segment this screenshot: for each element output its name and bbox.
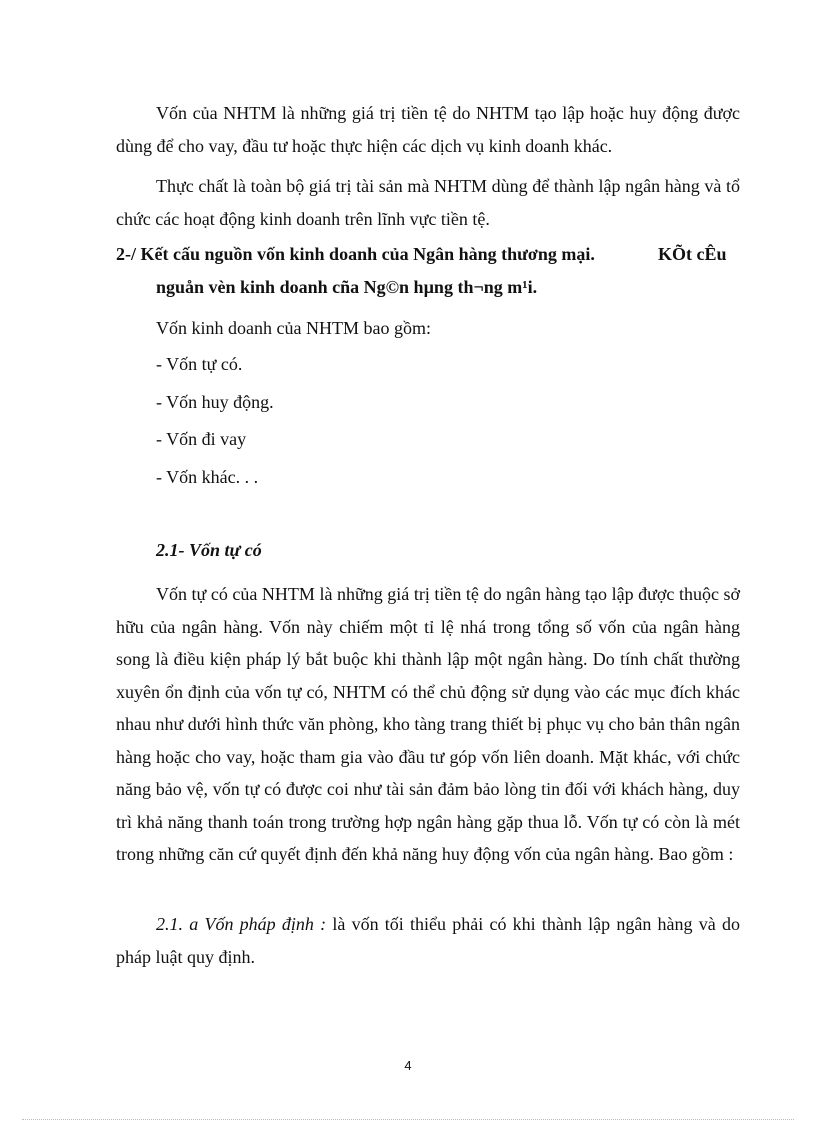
heading-garbled-fragment: KÕt cÊu: [658, 244, 727, 264]
heading-title: Kết cấu nguồn vốn kinh doanh của Ngân hàng thương mại.: [140, 244, 595, 264]
page-number: 4: [404, 1058, 412, 1073]
list-item: - Vốn huy động.: [156, 392, 274, 412]
list-item: - Vốn tự có.: [156, 354, 243, 374]
section-heading-2: [116, 244, 595, 265]
heading-garbled-line: nguån vèn kinh doanh cña Ng©n hµng th¬ng m¹i.: [156, 277, 538, 297]
paragraph-capital-essence: Thực chất là toàn bộ giá trị tài sản mà NHTM dùng để thành lập ngân hàng và tổ chức các hoạt động kinh doanh trên lĩnh vực tiền tệ.: [116, 176, 740, 229]
paragraph-capital-definition: Vốn của NHTM là những giá trị tiền tệ do NHTM tạo lập hoặc huy động được dùng để cho vay, đầu tư hoặc thực hiện các dịch vụ kinh doanh khác.: [116, 103, 740, 156]
paragraph-legal-capital: [116, 908, 740, 973]
heading-number: 2-/: [116, 244, 136, 264]
list-intro: Vốn kinh doanh của NHTM bao gồm:: [156, 318, 431, 338]
section-heading-2-1: 2.1- Vốn tự có: [156, 540, 262, 560]
page-bottom-border: [22, 1119, 794, 1120]
subsection-label: 2.1. a Vốn pháp định :: [156, 914, 327, 934]
list-item: - Vốn đi vay: [156, 429, 247, 449]
subsection-text: là vốn tối thiểu phải có khi thành lập ngân hàng và do pháp luật quy định.: [116, 914, 740, 967]
paragraph-own-capital: Vốn tự có của NHTM là những giá trị tiền tệ do ngân hàng tạo lập được thuộc sở hữu của ngân hàng. Vốn này chiếm một tỉ lệ nhá trong tổng số vốn của ngân hàng song là điều kiện pháp lý bắt buộc khi thành lập một ngân hàng. Do tính chất thường xuyên ổn định của vốn tự có, NHTM có thể chủ động sử dụng vào các mục đích khác nhau như dưới hình thức văn phòng, kho tàng trang thiết bị phục vụ cho bản thân ngân hàng hoặc cho vay, hoặc tham gia vào đầu tư góp vốn liên doanh. Mặt khác, với chức năng bảo vệ, vốn tự có được coi như tài sản đảm bảo lòng tin đối với khách hàng, duy trì khả năng thanh toán trong trường hợp ngân hàng gặp thua lỗ. Vốn tự có còn là mét trong những căn cứ quyết định đến khả năng huy động vốn của ngân hàng. Bao gồm :: [116, 584, 740, 864]
list-item: - Vốn khác. . .: [156, 467, 259, 487]
